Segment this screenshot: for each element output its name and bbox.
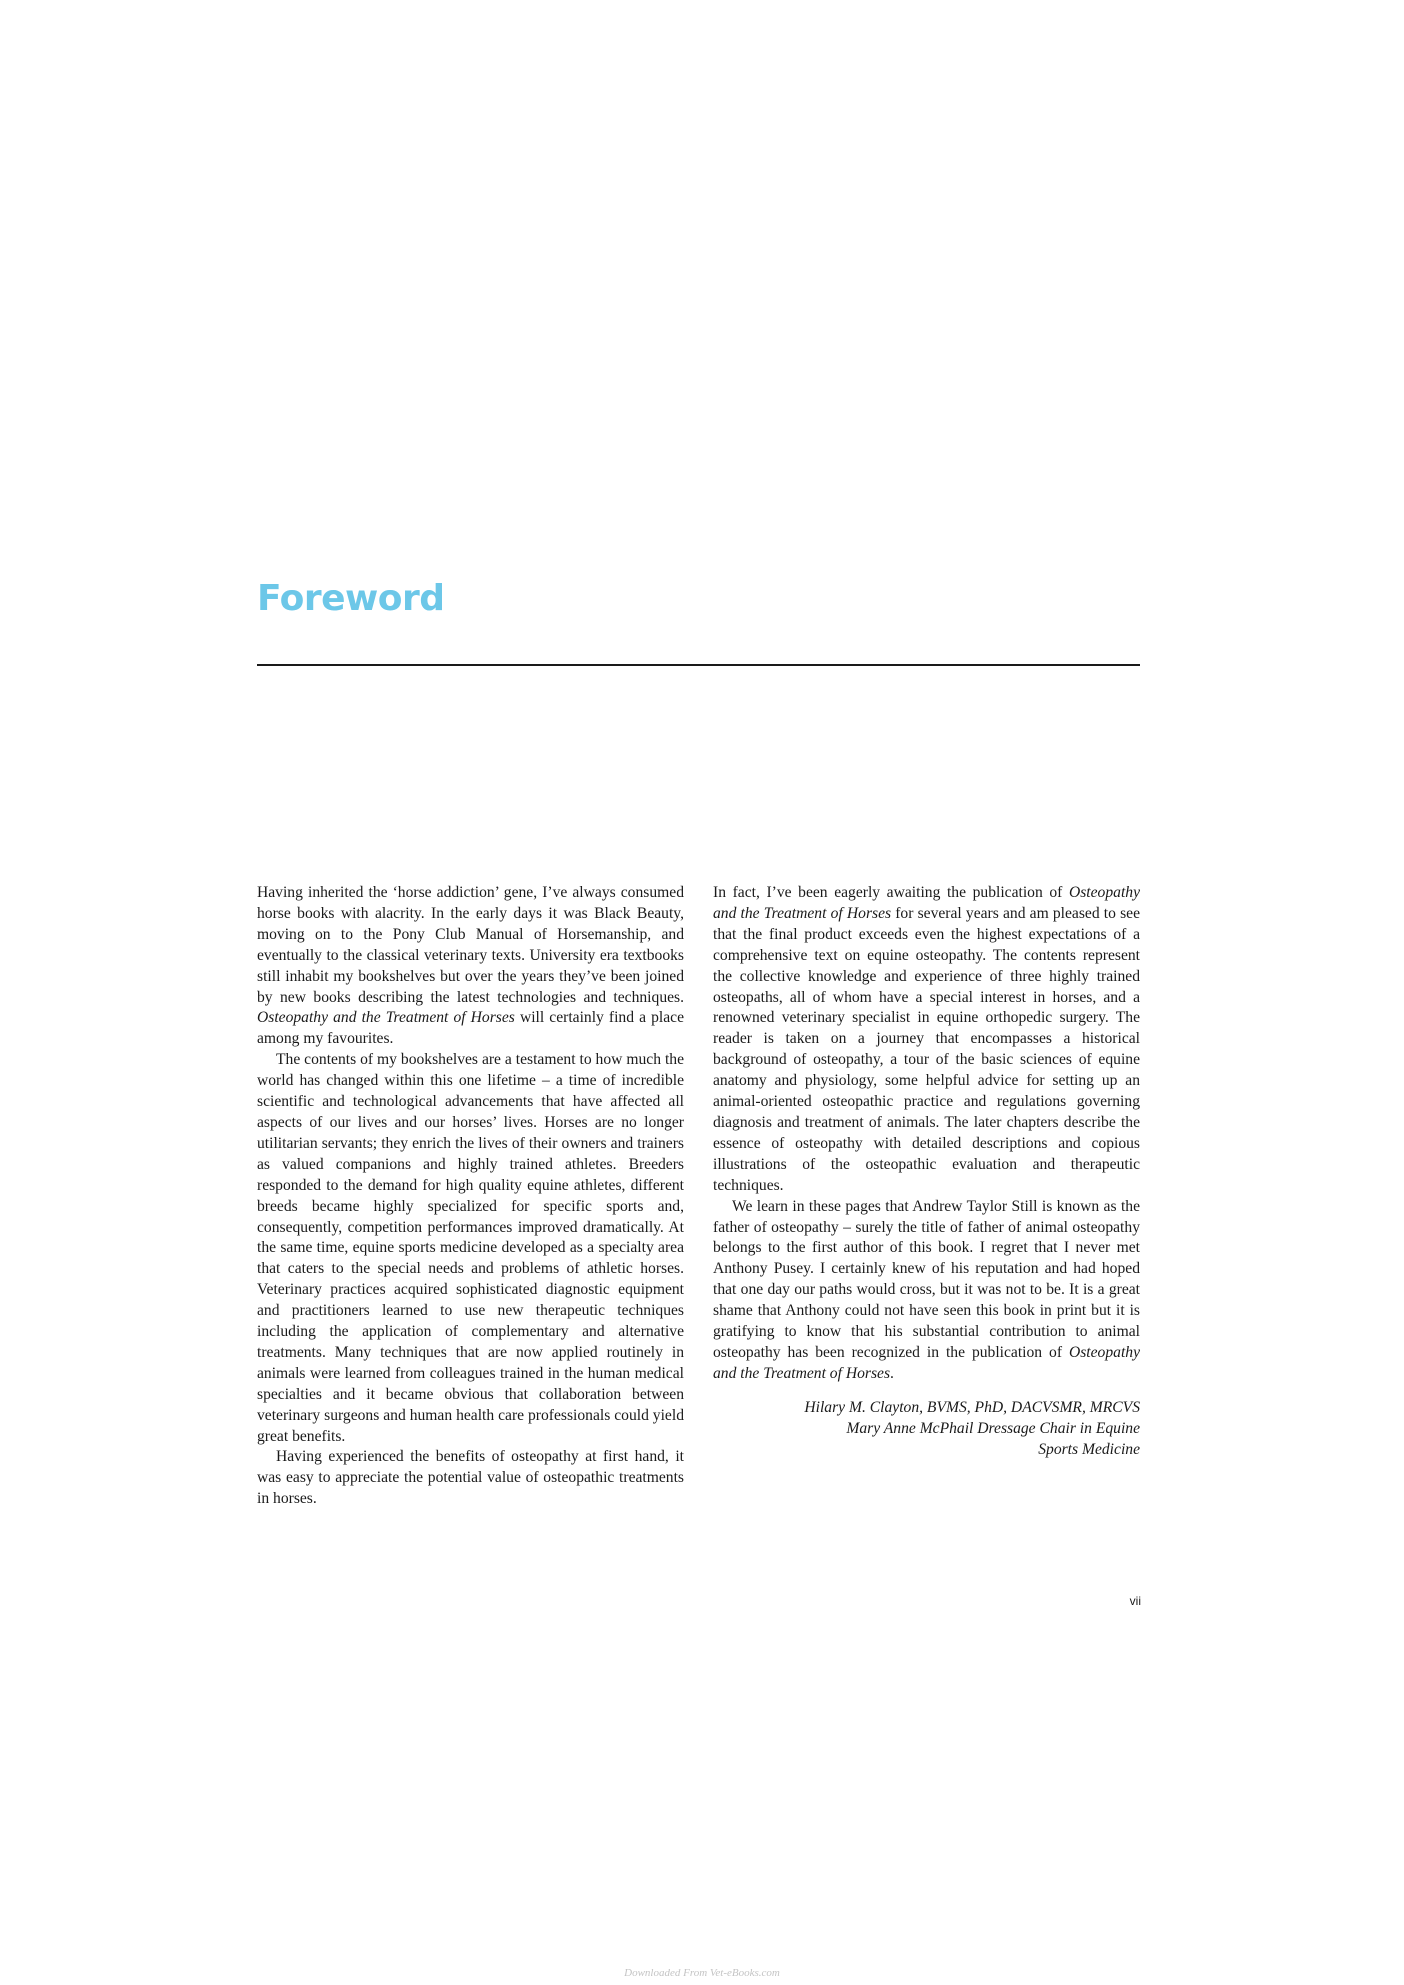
book-title: Osteopathy and the Treatment of Horses — [713, 1343, 1140, 1382]
page-number: vii — [1129, 1594, 1141, 1608]
title-divider — [257, 664, 1140, 666]
book-title: Osteopathy and the Treatment of Horses — [713, 884, 1140, 922]
text-run: for several years and am pleased to see that the final product exceeds even the highest expectations of a comprehensive text on equine osteopathy. The contents represent the collective knowledge and experience of three highly trained osteopaths, all of whom have a special interest in horses, and a renowned veterinary specialist in equine orthopedic surgery. The reader is taken on a journey that encompasses a historical background of osteopathy, a tour of the basic sciences of equine anatomy and physiology, some helpful advice for setting up an animal-oriented osteopathic practice and regulations governing diagnosis and treatment of animals. The later chapters describe the essence of osteopathy with detailed descriptions and copious illustrations of the osteopathic evaluation and therapeutic techniques. — [713, 904, 1140, 1194]
paragraph-still — [713, 1197, 1140, 1385]
paragraph-intro — [257, 883, 684, 1050]
text-run: . — [890, 1364, 894, 1382]
page-title: Foreword — [257, 578, 445, 619]
paragraph-bookshelves: The contents of my bookshelves are a testament to how much the world has changed within this one lifetime – a time of incredible scientific and technological advancements that have affected all aspects of our lives and our horses’ lives. Horses are no longer utilitarian servants; they enrich the lives of their owners and trainers as valued companions and highly trained athletes. Breeders responded to the demand for high quality equine athletes, different breeds became highly specialized for specific sports and, consequently, competition performances improved dramatically. At the same time, equine sports medicine developed as a specialty area that caters to the special needs and problems of athletic horses. Veterinary practices acquired sophisticated diagnostic equipment and practitioners learned to use new therapeutic techniques including the application of complementary and alternative treatments. Many techniques that are now applied routinely in animals were learned from colleagues trained in the human medical specialties and it became obvious that collaboration between veterinary surgeons and human health care professionals could yield great benefits. — [257, 1051, 684, 1445]
right-text-column — [713, 883, 1140, 1460]
text-run: Having inherited the ‘horse addiction’ gene, I’ve always consumed horse books with alacrity. In the early days it was Black Beauty, moving on to the Pony Club Manual of Horsemanship, and eventually to the classical veterinary texts. University era textbooks still inhabit my bookshelves but over the years they’ve been joined by new books describing the latest technologies and techniques. — [257, 884, 684, 1006]
text-run: We learn in these pages that Andrew Taylor Still is known as the father of osteopathy – surely the title of father of animal osteopathy belongs to the first author of this book. I regret that I never met Anthony Pusey. I certainly knew of his reputation and had hoped that one day our paths would cross, but it was not to be. It is a great shame that Anthony could not have seen this book in print but it is gratifying to know that his substantial contribution to animal osteopathy has been recognized in the publication of — [713, 1197, 1140, 1361]
text-run: In fact, I’ve been eagerly awaiting the publication of — [713, 884, 1069, 901]
text-run: will certainly find a place among my favourites. — [257, 1009, 685, 1048]
book-title: Osteopathy and the Treatment of Horses — [257, 1009, 515, 1027]
paragraph-benefits: Having experienced the benefits of osteopathy at first hand, it was easy to appreciate the potential value of osteopathic treatments in horses. — [257, 1448, 684, 1508]
signature-position-cont: Sports Medicine — [1038, 1440, 1140, 1458]
author-signature — [713, 1398, 1140, 1461]
signature-position: Mary Anne McPhail Dressage Chair in Equine — [846, 1419, 1140, 1437]
left-text-column — [257, 883, 684, 1510]
download-watermark: Downloaded From Vet-eBooks.com — [624, 1967, 780, 1979]
paragraph-continuation — [713, 883, 1140, 1197]
signature-name: Hilary M. Clayton, BVMS, PhD, DACVSMR, MRCVS — [804, 1398, 1140, 1416]
